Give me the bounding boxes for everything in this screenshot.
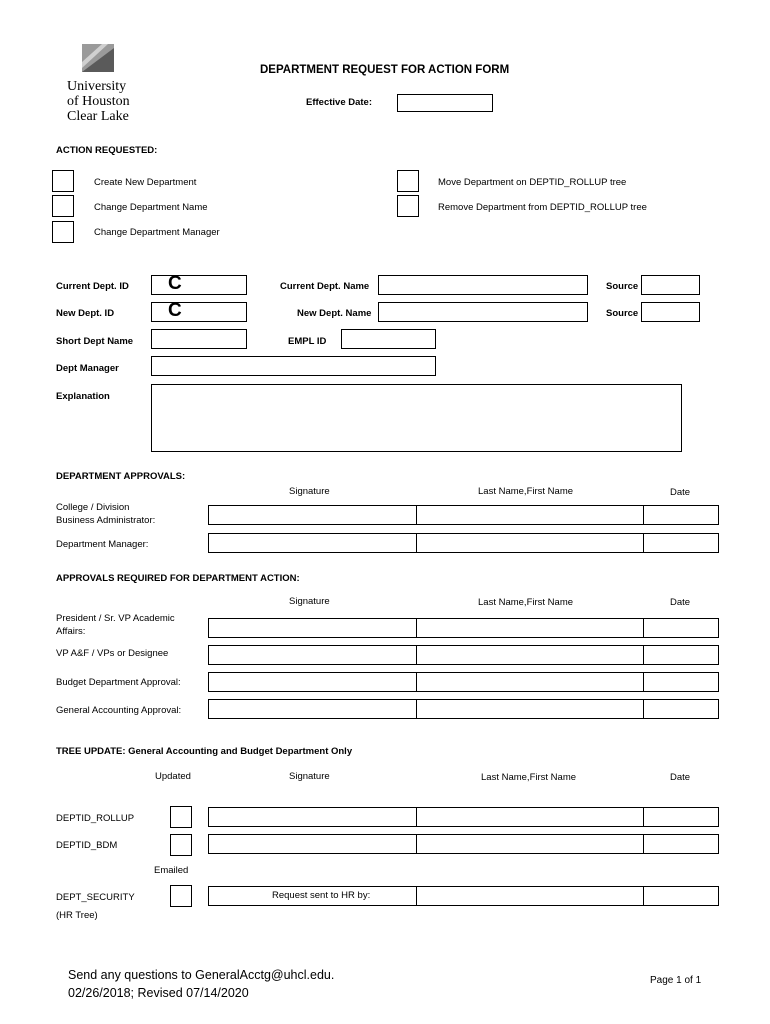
current-dept-name-field[interactable]: [378, 275, 588, 295]
approval-row-label-line: Business Administrator:: [56, 515, 156, 526]
hr-tree-label: (HR Tree): [56, 910, 98, 921]
change-name-checkbox[interactable]: [52, 195, 74, 217]
tree-update-heading: TREE UPDATE: General Accounting and Budget Department Only: [56, 746, 353, 757]
col-signature: Signature: [289, 771, 330, 782]
short-dept-name-field[interactable]: [151, 329, 247, 349]
signature-cell[interactable]: [208, 533, 417, 553]
approval-row-label: [56, 612, 175, 638]
tree-row-label: DEPTID_ROLLUP: [56, 813, 135, 824]
name-cell[interactable]: [416, 505, 644, 525]
name-cell[interactable]: [416, 807, 644, 827]
new-dept-id-field[interactable]: [151, 302, 247, 322]
signature-cell[interactable]: [208, 807, 417, 827]
dept-manager-field[interactable]: [151, 356, 436, 376]
name-cell[interactable]: [416, 886, 644, 906]
emailed-label: Emailed: [154, 865, 189, 876]
new-dept-id-value: C: [168, 300, 182, 321]
questions-note: Send any questions to GeneralAcctg@uhcl.edu.: [68, 968, 335, 982]
current-dept-id-label: Current Dept. ID: [56, 281, 129, 292]
name-cell[interactable]: [416, 699, 644, 719]
effective-date-label: Effective Date:: [306, 97, 372, 108]
move-department-label: Move Department on DEPTID_ROLLUP tree: [438, 177, 627, 188]
date-cell[interactable]: [643, 672, 719, 692]
request-sent-label: Request sent to HR by:: [272, 890, 371, 901]
form-title: DEPARTMENT REQUEST FOR ACTION FORM: [260, 64, 510, 76]
revision-date: 02/26/2018; Revised 07/14/2020: [68, 986, 249, 1000]
logo-mark-icon: [82, 44, 114, 72]
tree-row-label: DEPTID_BDM: [56, 840, 118, 851]
signature-cell[interactable]: [208, 645, 417, 665]
col-date: Date: [670, 487, 691, 498]
bdm-updated-checkbox[interactable]: [170, 834, 192, 856]
date-cell[interactable]: [643, 886, 719, 906]
logo-line: of Houston: [67, 94, 130, 109]
approval-row-label: [56, 501, 155, 527]
signature-cell[interactable]: [208, 699, 417, 719]
col-signature: Signature: [289, 486, 330, 497]
current-dept-id-value: C: [168, 273, 182, 294]
change-name-label: Change Department Name: [94, 202, 208, 213]
dept-security-label: DEPT_SECURITY: [56, 892, 135, 903]
empl-id-field[interactable]: [341, 329, 436, 349]
approval-row-label: General Accounting Approval:: [56, 705, 182, 716]
create-department-label: Create New Department: [94, 177, 197, 188]
approval-row-label: Department Manager:: [56, 539, 149, 550]
security-emailed-checkbox[interactable]: [170, 885, 192, 907]
empl-id-label: EMPL ID: [288, 336, 327, 347]
page-number: Page 1 of 1: [650, 975, 702, 986]
action-requested-heading: ACTION REQUESTED:: [56, 145, 158, 156]
move-department-checkbox[interactable]: [397, 170, 419, 192]
change-manager-label: Change Department Manager: [94, 227, 220, 238]
approval-row-label-line: President / Sr. VP Academic: [56, 613, 175, 624]
new-dept-id-label: New Dept. ID: [56, 308, 115, 319]
approval-row-label: Budget Department Approval:: [56, 677, 181, 688]
rollup-updated-checkbox[interactable]: [170, 806, 192, 828]
col-date: Date: [670, 772, 691, 783]
request-sent-cell: [208, 886, 417, 906]
logo-line: University: [67, 79, 127, 94]
current-dept-id-field[interactable]: [151, 275, 247, 295]
col-name: Last Name,First Name: [478, 597, 574, 608]
name-cell[interactable]: [416, 533, 644, 553]
remove-department-checkbox[interactable]: [397, 195, 419, 217]
dept-approvals-heading: DEPARTMENT APPROVALS:: [56, 471, 186, 482]
signature-cell[interactable]: [208, 505, 417, 525]
new-dept-name-field[interactable]: [378, 302, 588, 322]
source-field[interactable]: [641, 275, 700, 295]
approval-row-label: VP A&F / VPs or Designee: [56, 648, 169, 659]
source2-label: Source: [606, 308, 639, 319]
col-name: Last Name,First Name: [481, 772, 577, 783]
approval-row-label-line: College / Division: [56, 502, 130, 513]
effective-date-field[interactable]: [397, 94, 493, 112]
new-dept-name-label: New Dept. Name: [297, 308, 372, 319]
date-cell[interactable]: [643, 618, 719, 638]
signature-cell[interactable]: [208, 834, 417, 854]
name-cell[interactable]: [416, 834, 644, 854]
change-manager-checkbox[interactable]: [52, 221, 74, 243]
date-cell[interactable]: [643, 645, 719, 665]
source-label: Source: [606, 281, 639, 292]
approval-row-label-line: Affairs:: [56, 626, 86, 637]
create-department-checkbox[interactable]: [52, 170, 74, 192]
date-cell[interactable]: [643, 699, 719, 719]
name-cell[interactable]: [416, 618, 644, 638]
remove-department-label: Remove Department from DEPTID_ROLLUP tree: [438, 202, 647, 213]
date-cell[interactable]: [643, 533, 719, 553]
signature-cell[interactable]: [208, 618, 417, 638]
col-name: Last Name,First Name: [478, 486, 574, 497]
short-dept-name-label: Short Dept Name: [56, 336, 134, 347]
col-signature: Signature: [289, 596, 330, 607]
date-cell[interactable]: [643, 505, 719, 525]
date-cell[interactable]: [643, 834, 719, 854]
explanation-field[interactable]: [151, 384, 682, 452]
required-approvals-heading: APPROVALS REQUIRED FOR DEPARTMENT ACTION:: [56, 573, 300, 584]
signature-cell[interactable]: [208, 672, 417, 692]
logo-line: Clear Lake: [67, 109, 129, 124]
current-dept-name-label: Current Dept. Name: [280, 281, 370, 292]
explanation-label: Explanation: [56, 391, 110, 402]
col-updated: Updated: [155, 771, 191, 782]
name-cell[interactable]: [416, 645, 644, 665]
dept-manager-label: Dept Manager: [56, 363, 119, 374]
source2-field[interactable]: [641, 302, 700, 322]
logo-wordmark: [67, 79, 130, 124]
col-date: Date: [670, 597, 691, 608]
date-cell[interactable]: [643, 807, 719, 827]
name-cell[interactable]: [416, 672, 644, 692]
